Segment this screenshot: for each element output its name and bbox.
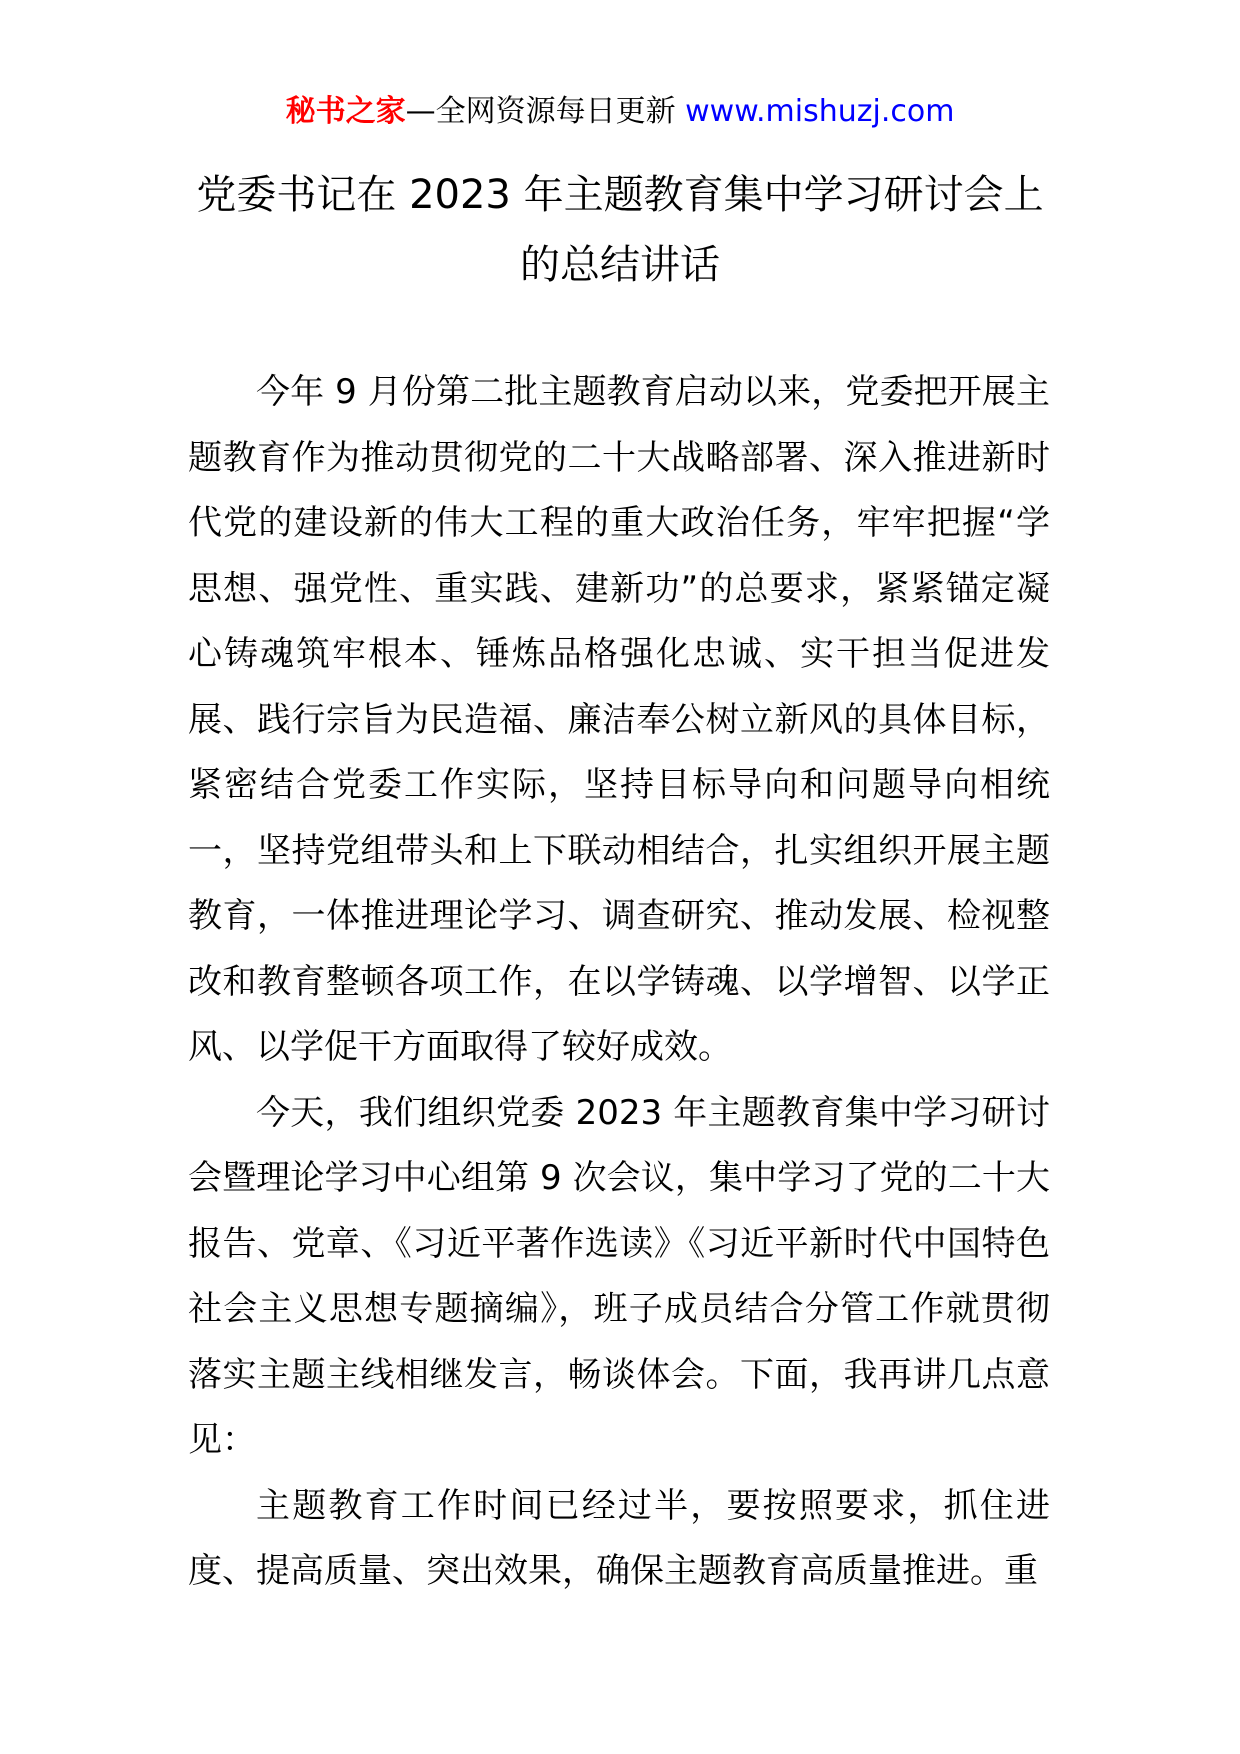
brand-name: 秘书之家 (285, 94, 406, 129)
site-header (0, 92, 1240, 132)
header-tagline: —全网资源每日更新 (405, 94, 686, 129)
paragraph-3: 主题教育工作时间已经过半，要按照要求，抓住进度、提高质量、突出效果，确保主题教育高质量推进。重 (188, 1485, 1050, 1591)
document-body (188, 360, 1050, 1605)
title-line-2: 的总结讲话 (520, 242, 720, 288)
paragraph-1: 今年 9 月份第二批主题教育启动以来，党委把开展主题教育作为推动贯彻党的二十大战略部署、深入推进新时代党的建设新的伟大工程的重大政治任务，牢牢把握“学思想、强党性、重实践、建新功”的总要求，紧紧锚定凝心铸魂筑牢根本、锤炼品格强化忠诚、实干担当促进发展、践行宗旨为民造福、廉洁奉公树立新风的具体目标，紧密结合党委工作实际，坚持目标导向和问题导向相统一，坚持党组带头和上下联动相结合，扎实组织开展主题教育，一体推进理论学习、调查研究、推动发展、检视整改和教育整顿各项工作，在以学铸魂、以学增智、以学正风、以学促干方面取得了较好成效。 (188, 372, 1050, 1067)
paragraph-2: 今天，我们组织党委 2023 年主题教育集中学习研讨会暨理论学习中心组第 9 次会议，集中学习了党的二十大报告、党章、《习近平著作选读》《习近平新时代中国特色社会主义思想专题摘编》，班子成员结合分管工作就贯彻落实主题主线相继发言，畅谈体会。下面，我再讲几点意见： (188, 1092, 1050, 1460)
site-url-link[interactable]: www.mishuzj.com (685, 94, 955, 129)
title-line-1: 党委书记在 2023 年主题教育集中学习研讨会上 (196, 172, 1044, 218)
document-title (160, 160, 1080, 300)
